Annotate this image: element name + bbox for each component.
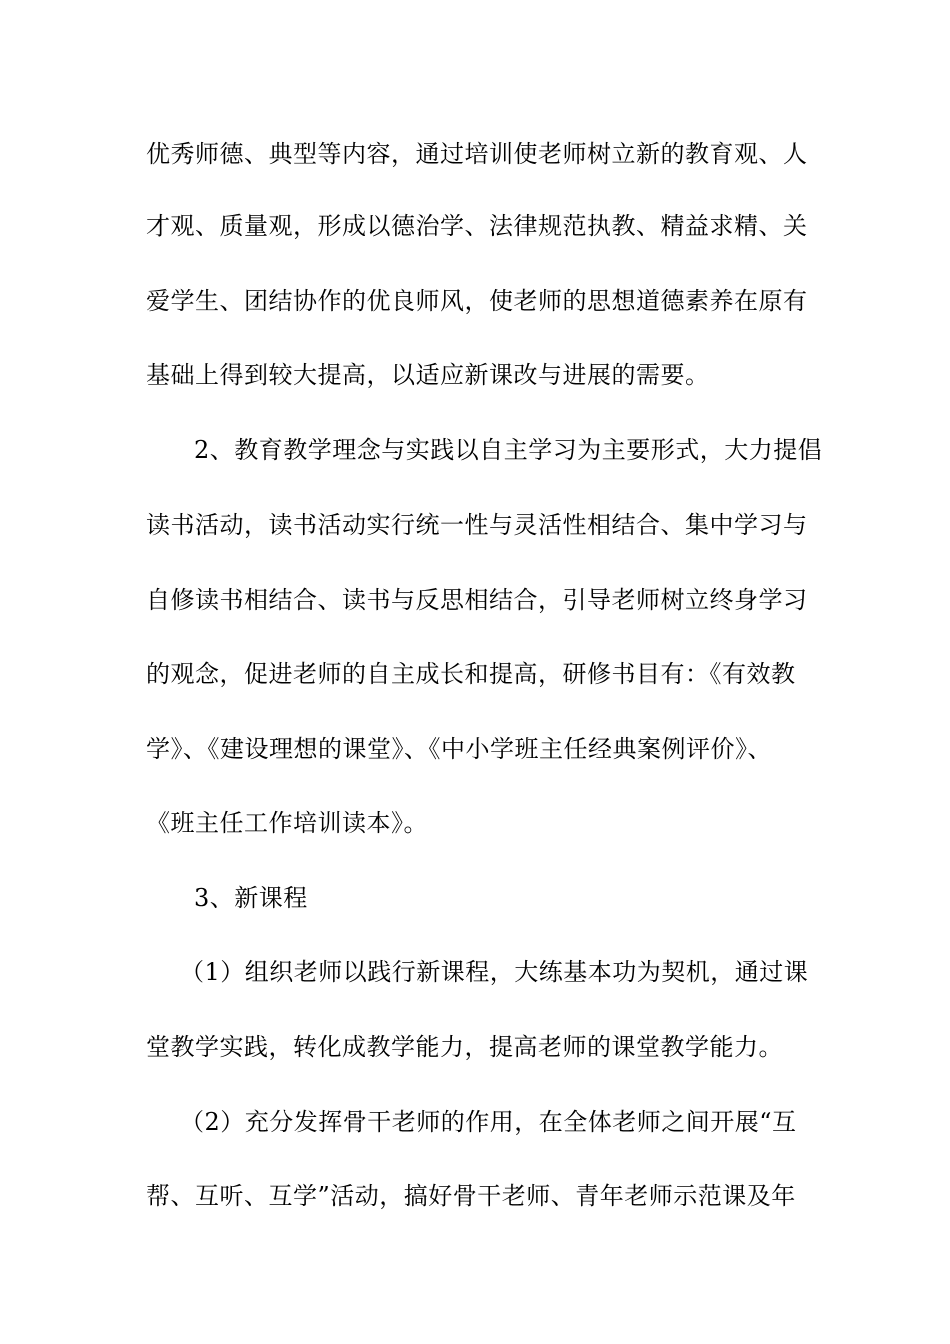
item-2-line: （2）充分发挥骨干老师的作用，在全体老师之间开展“互 <box>180 1108 797 1136</box>
section-3-heading: 3、新课程 <box>194 884 308 912</box>
paragraph-line: 优秀师德、典型等内容，通过培训使老师树立新的教育观、人 <box>146 140 808 168</box>
paragraph-line: 基础上得到较大提高，以适应新课改与进展的需要。 <box>146 361 710 389</box>
paragraph-line: 的观念，促进老师的自主成长和提高，研修书目有：《有效教 <box>146 660 796 688</box>
item-1-line: （1）组织老师以践行新课程，大练基本功为契机，通过课 <box>180 958 809 986</box>
paragraph-line: 堂教学实践，转化成教学能力，提高老师的课堂教学能力。 <box>146 1033 783 1061</box>
paragraph-line: 爱学生、团结协作的优良师风，使老师的思想道德素养在原有 <box>146 287 808 315</box>
paragraph-line: 帮、互听、互学”活动，搞好骨干老师、青年老师示范课及年 <box>146 1182 796 1210</box>
paragraph-line: 读书活动，读书活动实行统一性与灵活性相结合、集中学习与 <box>146 511 808 539</box>
paragraph-line: 《班主任工作培训读本》。 <box>146 809 428 837</box>
paragraph-line: 学》、《建设理想的课堂》、《中小学班主任经典案例评价》、 <box>146 735 772 763</box>
section-2-heading-line: 2、教育教学理念与实践以自主学习为主要形式，大力提倡 <box>194 436 823 464</box>
paragraph-line: 自修读书相结合、读书与反思相结合，引导老师树立终身学习 <box>146 586 808 614</box>
paragraph-line: 才观、质量观，形成以德治学、法律规范执教、精益求精、关 <box>146 212 808 240</box>
